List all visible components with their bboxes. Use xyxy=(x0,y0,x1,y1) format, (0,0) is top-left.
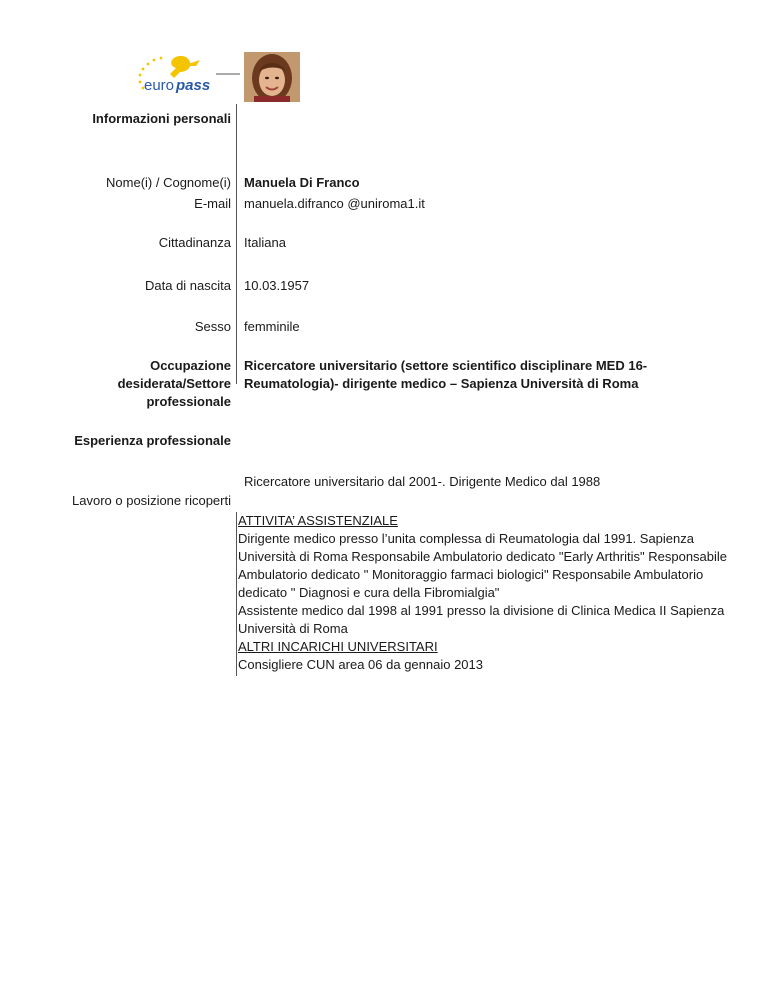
other-roles-block xyxy=(238,638,738,674)
citizenship-label: Cittadinanza xyxy=(158,235,231,250)
sex-label: Sesso xyxy=(194,319,231,334)
occupation-value-line1: Ricercatore universitario (settore scientifico disciplinare MED 16- xyxy=(244,358,648,373)
portrait-photo xyxy=(244,52,300,102)
occupation-label-line3: professionale xyxy=(146,394,231,409)
care-line: Università di Roma Responsabile Ambulatorio dedicato "Early Arthritis" Responsabile xyxy=(238,549,728,564)
europass-logo-graphic xyxy=(130,52,240,102)
birth-date-value: 10.03.1957 xyxy=(244,278,310,293)
email-value[interactable]: manuela.difranco @uniroma1.it xyxy=(244,196,425,211)
column-divider-top xyxy=(236,104,237,384)
other-roles-line: Consigliere CUN area 06 da gennaio 2013 xyxy=(238,657,483,672)
occupation-label-line2: desiderata/Settore xyxy=(117,376,231,391)
care-activities-block xyxy=(238,512,738,638)
name-label: Nome(i) / Cognome(i) xyxy=(106,175,231,190)
birth-date-label: Data di nascita xyxy=(145,278,231,293)
logo-text-pass: pass xyxy=(176,77,211,94)
care-line: Università di Roma xyxy=(238,621,348,636)
care-line: Dirigente medico presso l’unita complessa di Reumatologia dal 1991. Sapienza xyxy=(238,531,694,546)
care-line: Assistente medico dal 1998 al 1991 presso la divisione di Clinica Medica II Sapienza xyxy=(238,603,725,618)
sex-value: femminile xyxy=(244,319,300,334)
care-heading: ATTIVITA’ ASSISTENZIALE xyxy=(238,513,398,528)
care-line: Ambulatorio dedicato " Monitoraggio farmaci biologici" Responsabile Ambulatorio xyxy=(238,567,704,582)
experience-summary: Ricercatore universitario dal 2001-. Dirigente Medico dal 1988 xyxy=(244,474,601,489)
section-experience: Esperienza professionale xyxy=(74,433,231,448)
europass-logo xyxy=(130,52,240,102)
citizenship-value: Italiana xyxy=(244,235,286,250)
column-divider-bottom xyxy=(236,512,237,676)
occupation-value-line2: Reumatologia)- dirigente medico – Sapienza Università di Roma xyxy=(244,376,639,391)
job-label: Lavoro o posizione ricoperti xyxy=(72,493,231,508)
portrait-icon xyxy=(244,52,300,102)
name-value: Manuela Di Franco xyxy=(244,175,360,190)
email-label: E-mail xyxy=(194,196,231,211)
section-personal-info: Informazioni personali xyxy=(92,111,231,126)
care-line: dedicato " Diagnosi e cura della Fibromialgia" xyxy=(238,585,500,600)
logo-text-euro: euro xyxy=(144,77,175,94)
other-roles-heading: ALTRI INCARICHI UNIVERSITARI xyxy=(238,639,438,654)
occupation-label-line1: Occupazione xyxy=(150,358,231,373)
